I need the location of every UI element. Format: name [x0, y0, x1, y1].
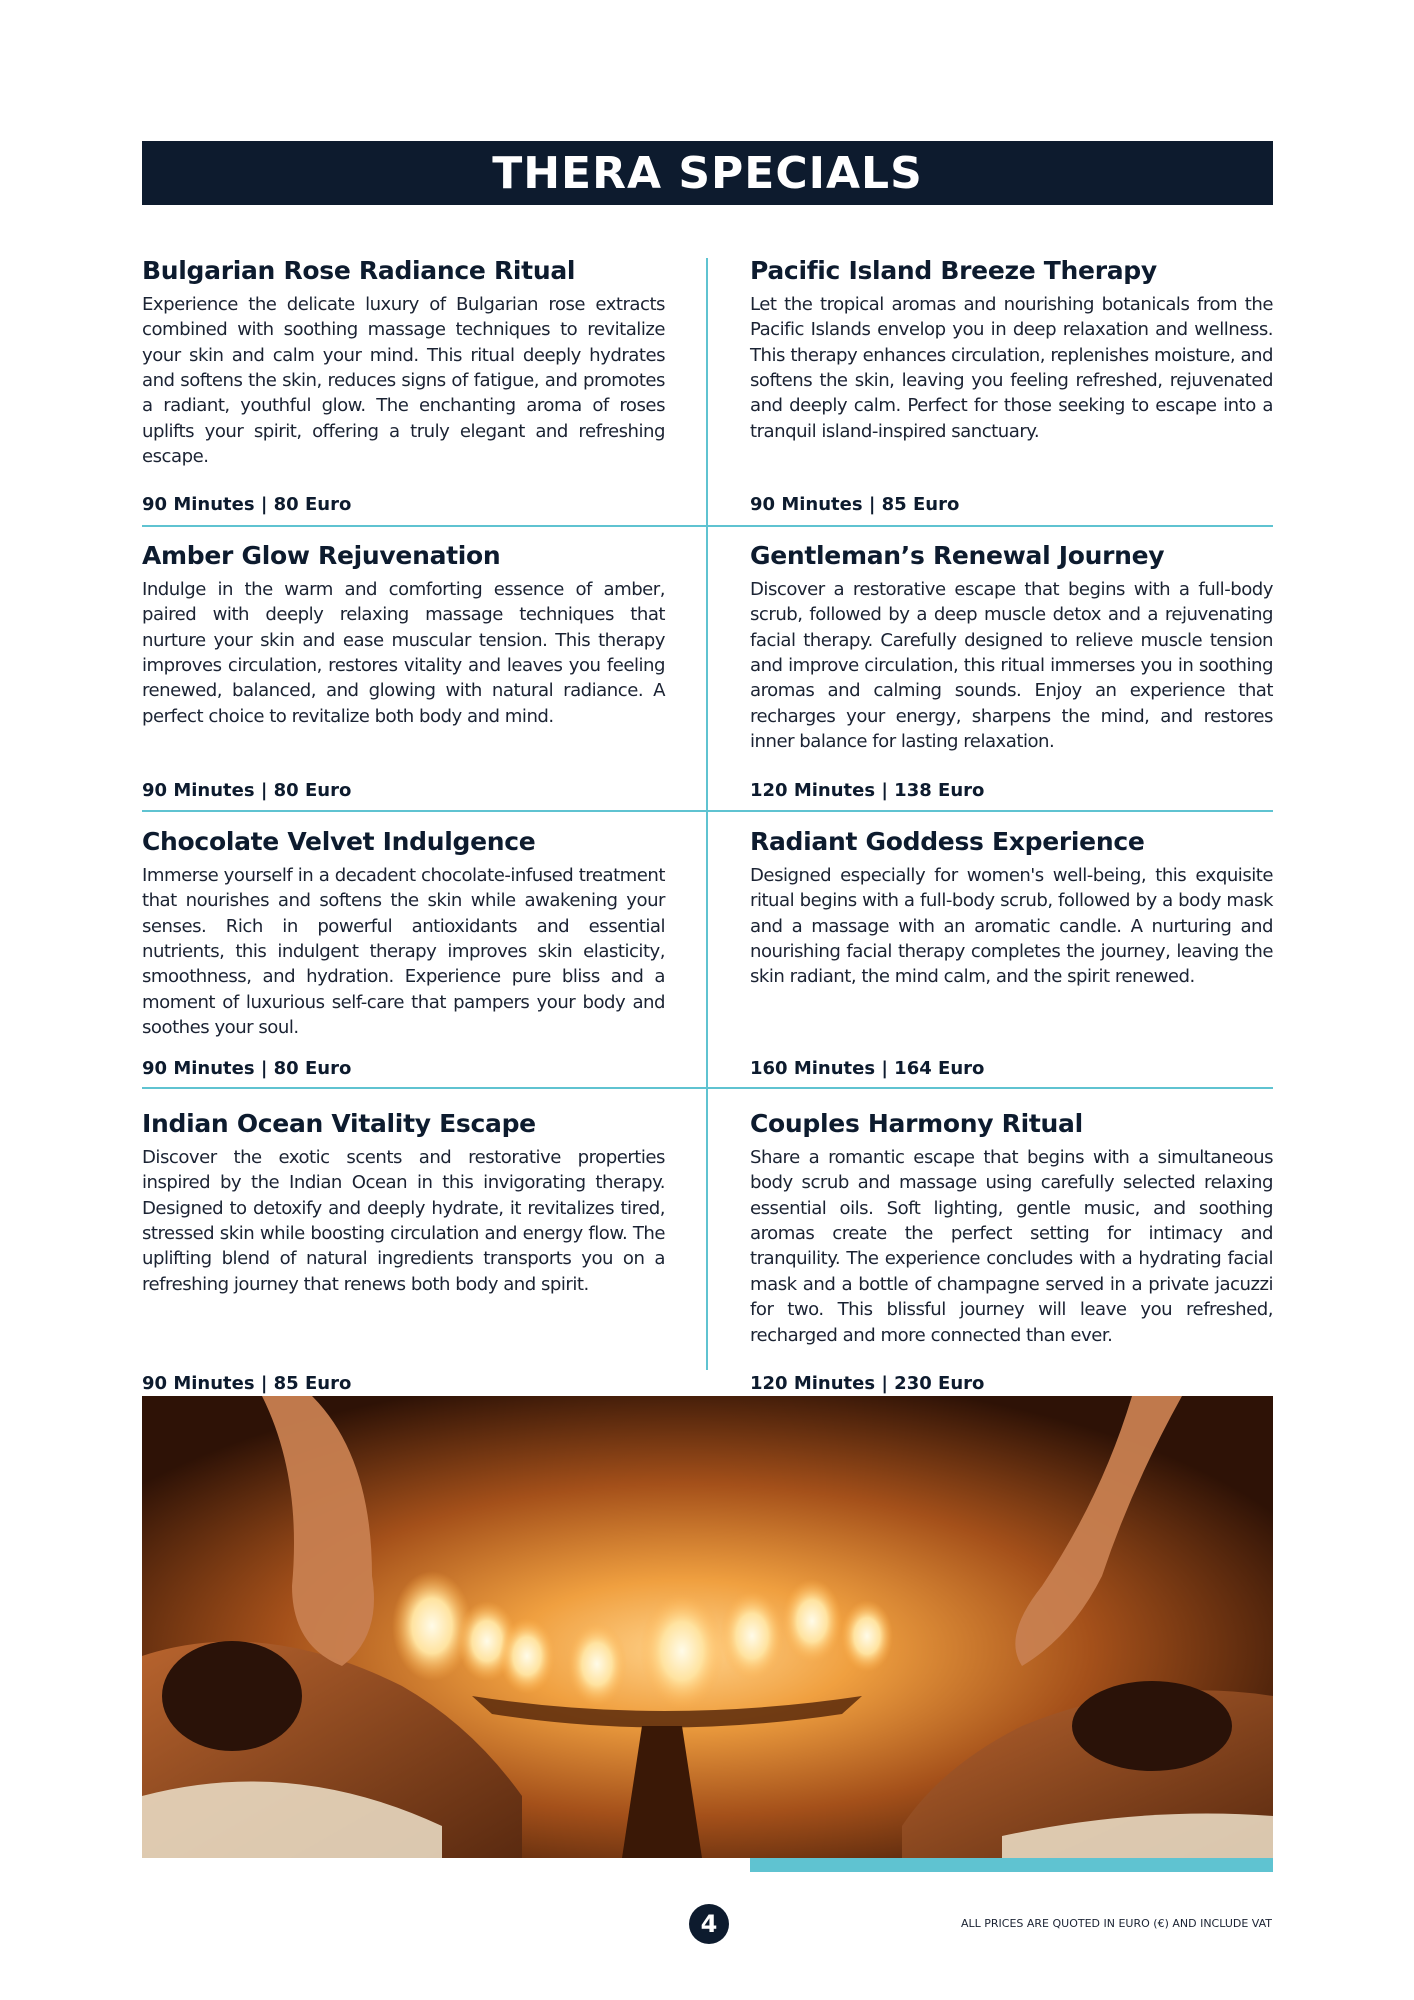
treatment-description: Designed especially for women's well-being, this exquisite ritual begins with a full-body scrub, followed by a body mask and a massage with an aromatic candle. A nurturing and nourishing facial therapy completes the journey, leaving the skin radiant, the mind calm, and the spirit renewed. [750, 864, 1273, 988]
treatment-description: Immerse yourself in a decadent chocolate-infused treatment that nourishes and softens the skin while awakening your senses. Rich in powerful antioxidants and essential nutrients, this indulgent therapy improves skin elasticity, smoothness, and hydration. Experience pure bliss and a moment of luxurious self-care that pampers your body and soothes your soul. [142, 864, 665, 1039]
treatment-chocolate-velvet [142, 828, 665, 1041]
treatment-description: Discover a restorative escape that begins with a full-body scrub, followed by a deep muscle detox and a rejuvenating facial therapy. Carefully designed to relieve muscle tension and improve circulation, this ritual immerses you in soothing aromas and calming sounds. Enjoy an experience that recharges your energy, sharpens the mind, and restores inner balance for lasting relaxation. [750, 578, 1273, 753]
page-title: THERA SPECIALS [492, 147, 923, 199]
treatment-description: Experience the delicate luxury of Bulgarian rose extracts combined with soothing massage techniques to revitalize your skin and calm your mind. This ritual deeply hydrates and softens the skin, reduces signs of fatigue, and promotes a radiant, youthful glow. The enchanting aroma of roses uplifts your spirit, offering a truly elegant and refreshing escape. [142, 293, 665, 468]
row-divider [142, 810, 1273, 812]
treatment-title: Radiant Goddess Experience [750, 827, 1145, 856]
treatment-title: Chocolate Velvet Indulgence [142, 827, 536, 856]
treatment-description: Share a romantic escape that begins with a simultaneous body scrub and massage using carefully selected relaxing essential oils. Soft lighting, gentle music, and soothing aromas create the perfect setting for intimacy and tranquility. The experience concludes with a hydrating facial mask and a bottle of champagne served in a private jacuzzi for two. This blissful journey will leave you refreshed, recharged and more connected than ever. [750, 1146, 1273, 1346]
page-number: 4 [700, 1910, 718, 1938]
treatment-title: Bulgarian Rose Radiance Ritual [142, 256, 576, 285]
treatment-pacific-island [750, 257, 1273, 444]
treatment-title: Couples Harmony Ritual [750, 1109, 1083, 1138]
column-divider [706, 258, 708, 1370]
treatment-title: Pacific Island Breeze Therapy [750, 256, 1157, 285]
treatment-price: 90 Minutes | 85 Euro [142, 1373, 352, 1394]
treatment-price: 90 Minutes | 80 Euro [142, 780, 352, 801]
title-banner [142, 141, 1273, 205]
row-divider [142, 525, 1273, 527]
treatment-bulgarian-rose [142, 257, 665, 470]
treatment-description: Indulge in the warm and comforting essence of amber, paired with deeply relaxing massage techniques that nurture your skin and ease muscular tension. This therapy improves circulation, restores vitality and leaves you feeling renewed, balanced, and glowing with natural radiance. A perfect choice to revitalize both body and mind. [142, 578, 665, 727]
treatment-price: 160 Minutes | 164 Euro [750, 1058, 985, 1079]
treatment-radiant-goddess [750, 828, 1273, 990]
accent-bar [750, 1858, 1273, 1872]
treatment-description: Let the tropical aromas and nourishing botanicals from the Pacific Islands envelop you in deep relaxation and wellness. This therapy enhances circulation, replenishes moisture, and softens the skin, leaving you feeling refreshed, rejuvenated and deeply calm. Perfect for those seeking to escape into a tranquil island-inspired sanctuary. [750, 293, 1273, 442]
treatment-couples-harmony [750, 1110, 1273, 1348]
treatment-description: Discover the exotic scents and restorative properties inspired by the Indian Ocean in this invigorating therapy. Designed to detoxify and deeply hydrate, it revitalizes tired, stressed skin while boosting circulation and energy flow. The uplifting blend of natural ingredients transports you on a refreshing journey that renews both body and spirit. [142, 1146, 665, 1295]
treatment-price: 90 Minutes | 80 Euro [142, 494, 352, 515]
treatment-amber-glow [142, 542, 665, 729]
treatment-indian-ocean [142, 1110, 665, 1297]
spa-massage-photo [142, 1396, 1273, 1858]
row-divider [142, 1087, 1273, 1089]
treatment-title: Amber Glow Rejuvenation [142, 541, 501, 570]
treatment-price: 120 Minutes | 230 Euro [750, 1373, 985, 1394]
page-number-badge [689, 1904, 729, 1944]
treatment-gentlemans-renewal [750, 542, 1273, 755]
treatment-title: Indian Ocean Vitality Escape [142, 1109, 536, 1138]
footer-note: ALL PRICES ARE QUOTED IN EURO (€) AND INCLUDE VAT [960, 1917, 1272, 1930]
treatment-price: 90 Minutes | 85 Euro [750, 494, 960, 515]
treatment-price: 90 Minutes | 80 Euro [142, 1058, 352, 1079]
treatment-title: Gentleman’s Renewal Journey [750, 541, 1165, 570]
treatment-price: 120 Minutes | 138 Euro [750, 780, 985, 801]
